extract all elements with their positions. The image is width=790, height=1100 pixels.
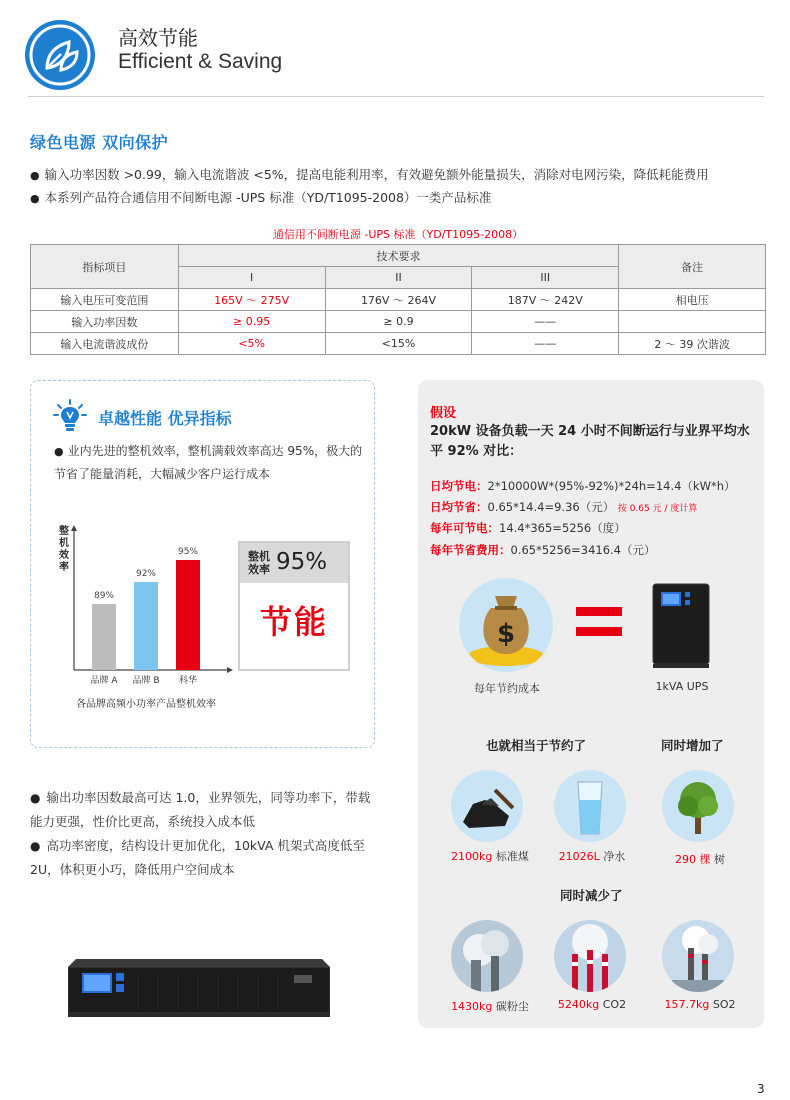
spec-table [30,244,766,355]
calc-value: 0.65*5256=3416.4（元） [510,543,656,557]
assumption-statement: 20kW 设备负载一天 24 小时不间断运行与业界平均水平 92% 对比： [430,424,750,459]
efficiency-label: 整机效率 [248,550,270,576]
chart-category-label: 品牌 A [90,676,118,686]
water-caption: 21026L 净水 [558,850,626,863]
table-row [31,311,766,333]
bullet-item: ● 输出功率因数最高可达 1.0，业界领先，同等功率下，带载能力更强，性价比更高，系统投入成本低 [30,786,380,834]
chart-ylabel: 整机效率 [59,526,69,573]
table-cell: 187V ～ 242V [472,289,619,311]
co2-caption: 5240kg CO2 [557,998,627,1011]
efficiency-value: 95% [276,549,328,575]
header-divider [28,96,764,97]
calc-line [430,499,697,515]
calc-line [430,478,736,494]
tree-icon [662,770,734,842]
table-row [31,333,766,355]
so2-caption: 157.7kg SO2 [664,998,736,1011]
table-cell: 输入电流谐波成份 [31,333,179,355]
reduce-heading: 同时减少了 [560,888,623,903]
lightbulb-icon [52,398,88,438]
performance-text: ● 业内先进的整机效率，整机满载效率高达 95%，极大的节省了能量消耗，大幅减少客户运行成本 [54,440,364,485]
table-cell: 176V ～ 264V [325,289,472,311]
calc-note: 按 0.65 元 / 度计算 [617,504,698,514]
table-cell: ≥ 0.9 [325,311,472,333]
chart-bar [176,560,200,670]
chart-category-label: 品牌 B [132,676,160,686]
chart-bar [134,582,158,670]
table-cell: ≥ 0.95 [178,311,325,333]
table-cell: —— [472,311,619,333]
leaf-logo-icon [25,20,95,90]
bullet-item: ● 本系列产品符合通信用不间断电源 -UPS 标准（YD/T1095-2008）一类产品标准 [30,187,770,210]
table-header-requirements: 技术要求 [178,245,618,267]
efficiency-highlight [238,541,350,671]
calc-key: 每年可节电： [430,521,499,535]
section-title-green-power: 绿色电源 双向保护 [30,133,169,152]
calc-key: 日均节省： [430,500,488,514]
chart-value-label: 92% [135,569,157,579]
table-header-level: III [472,267,619,289]
money-bag-icon [459,578,553,672]
chart-value-label: 95% [177,547,199,557]
page-number: 3 [757,1082,765,1096]
co2-smokestack-icon [554,920,626,992]
so2-smokestack-icon [662,920,734,992]
increase-heading: 同时增加了 [661,738,724,753]
tower-ups-image [645,580,719,670]
page-subtitle: Efficient & Saving [118,50,283,73]
section3-bullets [30,786,380,882]
table-cell: <15% [325,333,472,355]
table-row [31,289,766,311]
table-cell: —— [472,333,619,355]
table-cell: 相电压 [619,289,766,311]
chart-title: 各品牌高频小功率产品整机效率 [76,699,216,710]
table-cell: <5% [178,333,325,355]
section1-bullets [30,164,770,210]
calc-line [430,542,656,558]
chart-category-label: 科华 [178,676,198,686]
coal-caption: 2100kg 标准煤 [451,850,529,863]
energy-saving-label: 节能 [259,603,328,641]
calc-value: 0.65*14.4=9.36（元） [487,500,615,514]
table-header-note: 备注 [619,245,766,289]
efficiency-bar-chart [50,524,238,716]
table-header-level: I [178,267,325,289]
equals-sign-bottom [576,627,622,636]
dust-caption: 1430kg 碳粉尘 [451,1000,529,1013]
chart-bar [92,604,116,670]
performance-title: 卓越性能 优异指标 [98,409,232,428]
calc-value: 14.4*365=5256（度） [499,521,626,535]
calc-key: 日均节电： [430,479,488,493]
table-cell: 165V ～ 275V [178,289,325,311]
chart-value-label: 89% [93,591,115,601]
svg-text:$: $ [496,619,516,649]
rack-ups-image [68,955,330,1019]
coal-icon [451,770,523,842]
water-glass-icon [554,770,626,842]
page-title: 高效节能 [118,26,198,50]
table-cell: 2 ～ 39 次谐波 [619,333,766,355]
table-header-item: 指标项目 [31,245,179,289]
ups-caption: 1kVA UPS [655,680,709,693]
equivalent-heading: 也就相当于节约了 [486,738,587,753]
calc-line [430,520,626,536]
calc-key: 每年节省费用： [430,543,511,557]
dust-smokestack-icon [451,920,523,992]
tree-caption: 290 棵 树 [675,853,725,866]
money-caption: 每年节约成本 [474,682,540,695]
table-header-level: II [325,267,472,289]
table-caption: 通信用不间断电源 -UPS 标准（YD/T1095-2008） [272,228,524,241]
table-cell: 输入电压可变范围 [31,289,179,311]
table-cell: 输入功率因数 [31,311,179,333]
assumption-heading: 假设 [430,406,457,421]
bullet-item: ● 高功率密度，结构设计更加优化，10kVA 机架式高度低至 2U，体积更小巧，降低用户空间成本 [30,834,380,882]
table-cell [619,311,766,333]
calc-value: 2*10000W*(95%-92%)*24h=14.4（kW*h） [487,479,736,493]
equals-sign-top [576,607,622,616]
bullet-item: ● 输入功率因数 >0.99，输入电流谐波 <5%，提高电能利用率，有效避免额外能量损失，消除对电网污染，降低耗能费用 [30,164,770,187]
